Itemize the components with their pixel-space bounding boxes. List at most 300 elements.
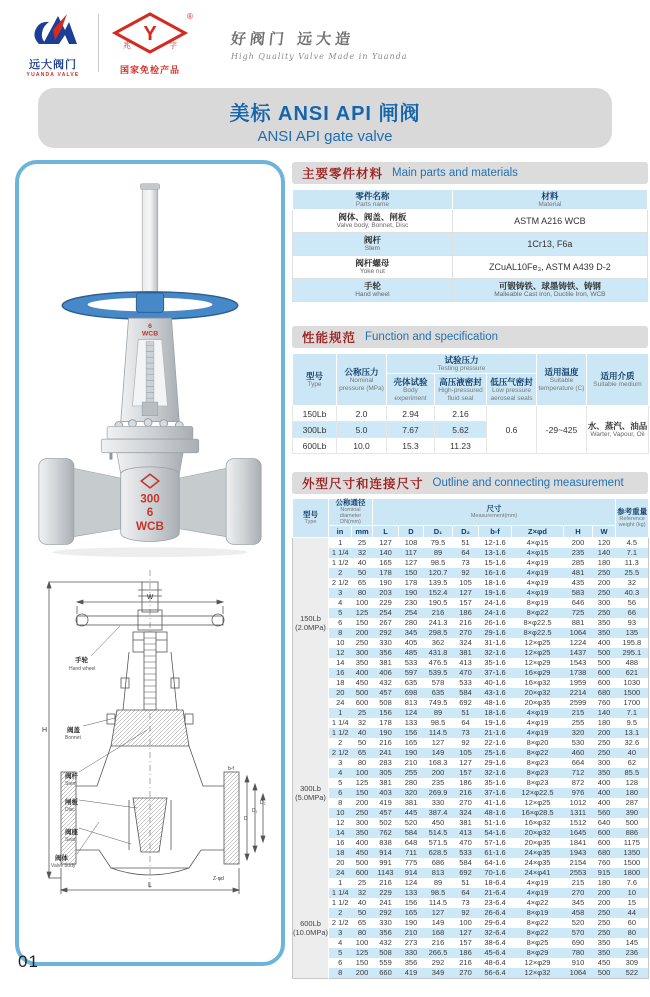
photo-mark-size: 300 xyxy=(140,492,160,506)
dimension-cell: 8×φ19 xyxy=(512,908,564,918)
dimension-cell: 114.5 xyxy=(428,898,448,907)
materials-col-material: 材料 Material xyxy=(452,190,647,210)
dimension-cell: 156 xyxy=(404,898,418,907)
dimension-cell: 190 xyxy=(379,578,392,587)
dimension-cell: 64 xyxy=(453,888,479,898)
dimension-cell: 4 xyxy=(338,598,343,607)
dimension-cell: 680 xyxy=(593,848,616,858)
dimension-cell: 125 xyxy=(352,608,373,618)
dimension-cell: 124 xyxy=(399,708,424,718)
dimension-cell: 470 xyxy=(453,668,479,678)
dimension-cell: 50 xyxy=(352,908,373,918)
dimension-cell: 309 xyxy=(625,958,639,967)
dimension-cell: 533 xyxy=(453,848,479,858)
dimension-cell: 508 xyxy=(379,698,392,707)
dimension-cell: 114.5 xyxy=(424,728,453,738)
dimension-cell: 502 xyxy=(379,818,392,827)
dimension-cell: 476.5 xyxy=(428,658,448,667)
dimension-cell: 1700 xyxy=(623,698,641,707)
dimension-cell: 698 xyxy=(399,688,424,698)
dimension-cell: 646 xyxy=(571,598,585,607)
dimension-cell: 98.5 xyxy=(430,558,446,567)
dimension-row xyxy=(293,658,649,668)
dimension-row xyxy=(293,648,649,658)
photo-mark-class: 6 xyxy=(146,506,154,520)
dimension-cell: 31-1.6 xyxy=(484,638,506,647)
dimension-cell: 250 xyxy=(593,588,616,598)
dimension-cell: 200 xyxy=(597,898,611,907)
dimension-cell: 20×φ32 xyxy=(512,688,564,698)
dimension-cell: 216 xyxy=(459,958,472,967)
dimension-cell: 20×φ35 xyxy=(524,698,551,707)
dimension-cell: 79.5 xyxy=(430,538,446,547)
dimension-cell: 203 xyxy=(373,588,399,598)
dims-subheader-row xyxy=(293,526,649,538)
brand-char-right: 字 xyxy=(169,41,177,50)
dimension-cell: 300 xyxy=(355,818,369,827)
dimension-cell: 29-1.6 xyxy=(479,628,512,638)
dimension-cell: 165 xyxy=(379,558,392,567)
spec-row: 150Lb 2.0 2.94 2.16 0.6 -29~425 水、蒸汽、油品 Warter, Vapour, Oil xyxy=(293,406,649,422)
spec-col-nominal: 公称压力 Nominal pressure (MPa) xyxy=(337,354,387,406)
dims-subcol: in xyxy=(329,526,352,538)
dimension-cell: 539.5 xyxy=(424,668,453,678)
dimension-cell: 500 xyxy=(597,658,611,667)
dimension-cell: 560 xyxy=(593,808,616,818)
label-hand-wheel-cn: 手轮 xyxy=(75,657,88,664)
spec-col-body-test: 壳体试验 Body experiment xyxy=(387,374,435,406)
dimension-cell: 133 xyxy=(399,888,424,898)
dimension-cell: 40.3 xyxy=(616,588,649,598)
yuanda-logo-en: YUANDA VALVE xyxy=(26,72,80,78)
dimension-cell: 54-1.6 xyxy=(479,828,512,838)
dimension-cell: 270 xyxy=(453,968,479,979)
dim-l-label: L xyxy=(148,882,152,889)
dimension-cell: 458 xyxy=(564,908,593,918)
dimension-cell: 215 xyxy=(564,708,593,718)
dimension-cell: 711 xyxy=(399,848,424,858)
dimension-cell: 6 xyxy=(329,788,352,798)
dimension-cell: 64 xyxy=(461,718,470,727)
dimension-row xyxy=(293,818,649,828)
dimension-cell: 16×φ32 xyxy=(524,818,551,827)
brand-diamond-icon xyxy=(107,10,193,56)
dimension-cell: 32 xyxy=(352,548,373,558)
dimension-cell: 25 xyxy=(352,708,373,718)
dimension-cell: 135 xyxy=(616,628,649,638)
header-divider xyxy=(98,14,99,72)
dimension-row xyxy=(293,838,649,848)
dimension-cell: 520 xyxy=(404,818,418,827)
dim-w-label: W xyxy=(146,594,154,601)
dims-subcol: W xyxy=(593,526,616,538)
product-title-cn: 美标 ANSI API 闸阀 xyxy=(229,103,421,125)
dimension-cell: 349 xyxy=(424,968,453,979)
dimension-cell: 287 xyxy=(625,798,639,807)
dimension-cell: 266.5 xyxy=(424,948,453,958)
dimension-cell: 12×φ22.5 xyxy=(512,788,564,798)
dimension-cell: 300 xyxy=(352,648,373,658)
dimension-cell: 628.5 xyxy=(424,848,453,858)
dims-subcol: L xyxy=(373,526,399,538)
dimension-cell: 13-1.6 xyxy=(479,548,512,558)
dimension-cell: 597 xyxy=(399,668,424,678)
dimension-cell: 20 xyxy=(329,688,352,698)
dimension-cell: 250 xyxy=(593,928,616,938)
dimension-cell: 4×φ19 xyxy=(512,888,564,898)
dimension-cell: 8×φ25 xyxy=(526,938,549,947)
registered-mark: ® xyxy=(187,12,193,21)
dimension-cell: 195.8 xyxy=(622,638,642,647)
dimension-cell: 8×φ23 xyxy=(512,768,564,778)
dimension-cell: 1064 xyxy=(564,968,593,979)
label-seat-cn: 阀座 xyxy=(65,829,78,836)
dimension-row xyxy=(293,958,649,968)
dimension-cell: 180 xyxy=(597,718,611,727)
dimension-cell: 24×φ35 xyxy=(524,858,551,867)
section-dimensions-title-en: Outline and connecting measurement xyxy=(432,477,624,489)
dimension-row xyxy=(293,808,649,818)
dimension-cell: 200 xyxy=(593,888,616,898)
dimension-cell: 1 1/2 xyxy=(329,728,352,738)
photo-yoke-mark2: WCB xyxy=(141,330,159,338)
dimension-cell: 1 xyxy=(329,708,352,718)
dims-col-weight: 参考重量 Reference weight (kg) xyxy=(616,499,649,538)
dimension-cell: 254 xyxy=(373,608,399,618)
dimension-cell: 16 xyxy=(329,668,352,678)
dimension-row xyxy=(293,568,649,578)
dimension-cell: 12×φ25 xyxy=(524,798,551,807)
section-dimensions-header xyxy=(292,472,648,494)
dimension-cell: 4×φ19 xyxy=(526,578,549,587)
dimension-cell: 8×φ19 xyxy=(526,598,549,607)
dimension-cell: 18-1.6 xyxy=(484,578,506,587)
dimension-cell: 127 xyxy=(453,588,479,598)
dimension-cell: 98.5 xyxy=(430,718,446,727)
dimension-row xyxy=(293,748,649,758)
spec-table xyxy=(292,353,649,454)
dimension-cell: 186 xyxy=(453,608,479,618)
dimension-cell: 390 xyxy=(616,808,649,818)
dimension-cell: 1 1/2 xyxy=(331,898,349,907)
dimension-cell: 15 xyxy=(627,898,636,907)
dimension-cell: 621 xyxy=(616,668,649,678)
dimension-cell: 991 xyxy=(379,858,392,867)
dimension-cell: 19-1.6 xyxy=(479,588,512,598)
dimension-cell: 140 xyxy=(593,708,616,718)
dimension-cell: 48-1.6 xyxy=(479,808,512,818)
dimension-cell: 4×φ22 xyxy=(526,898,549,907)
dimension-cell: 92 xyxy=(461,738,470,747)
dimension-cell: 324 xyxy=(459,638,472,647)
dimension-cell: 400 xyxy=(355,838,369,847)
dimension-row xyxy=(293,858,649,868)
dimension-cell: 128 xyxy=(625,778,639,787)
dimension-cell: 93 xyxy=(627,618,636,627)
dimension-cell: 250 xyxy=(593,748,616,758)
dimension-cell: 292 xyxy=(373,908,399,918)
dimension-cell: 216 xyxy=(453,788,479,798)
section-materials-title-cn: 主要零件材料 xyxy=(302,167,384,181)
dimension-cell: 584 xyxy=(459,858,472,867)
dimension-cell: 215 xyxy=(571,878,585,887)
dimension-cell: 584 xyxy=(399,828,424,838)
dimension-cell: 813 xyxy=(424,868,453,878)
dimension-cell: 381 xyxy=(379,658,392,667)
dimension-cell: 460 xyxy=(564,748,593,758)
dimension-cell: 1350 xyxy=(616,848,649,858)
dimension-cell: 18-1.6 xyxy=(479,708,512,718)
dimension-cell: 3 xyxy=(329,928,352,938)
dimension-row xyxy=(293,768,649,778)
dimension-cell: 32-1.6 xyxy=(479,648,512,658)
dimension-cell: 680 xyxy=(593,688,616,698)
dimension-cell: 356 xyxy=(373,928,399,938)
dimension-cell: 4×φ19 xyxy=(512,568,564,578)
section-materials-header xyxy=(292,162,648,184)
dimension-cell: 12 xyxy=(336,818,345,827)
dimension-row xyxy=(293,898,649,908)
dimension-cell: 381 xyxy=(453,648,479,658)
dimension-cell: 400 xyxy=(352,668,373,678)
dimension-cell: 65 xyxy=(357,578,367,587)
dimension-cell: 250 xyxy=(593,568,616,578)
photo-right-flange xyxy=(226,459,261,545)
dimension-cell: 4×φ19 xyxy=(512,728,564,738)
dimension-cell: 35-1.6 xyxy=(484,778,506,787)
dimension-cell: 450 xyxy=(431,818,445,827)
dimension-cell: 500 xyxy=(593,648,616,658)
dimension-cell: 105 xyxy=(459,578,472,587)
dimension-cell: 41-1.6 xyxy=(484,798,506,807)
dimension-cell: 80 xyxy=(352,928,373,938)
dimension-cell: 20×φ35 xyxy=(524,838,551,847)
dimension-cell: 886 xyxy=(616,828,649,838)
dimension-cell: 56-6.4 xyxy=(479,968,512,979)
dimension-cell: 7.1 xyxy=(616,708,649,718)
dimension-cell: 190 xyxy=(373,728,399,738)
dimension-cell: 457 xyxy=(373,808,399,818)
type-group-cell: 300Lb (5.0MPa) xyxy=(293,708,329,878)
slogan-en: High Quality Valve Made in Yuanda xyxy=(231,52,408,61)
dimension-cell: 18 xyxy=(336,678,345,687)
dimension-cell: 73 xyxy=(461,558,470,567)
dimension-row xyxy=(293,688,649,698)
photo-mark-material: WCB xyxy=(136,519,164,533)
dimension-cell: 210 xyxy=(399,928,424,938)
dimension-cell: 1543 xyxy=(569,658,587,667)
dimension-cell: 50 xyxy=(352,568,373,578)
dimension-cell: 51 xyxy=(461,538,470,547)
dimension-cell: 156 xyxy=(399,728,424,738)
dims-subcol: b-f xyxy=(479,526,512,538)
dimension-cell: 305 xyxy=(373,768,399,778)
dimension-cell: 44 xyxy=(616,908,649,918)
dimension-cell: 1437 xyxy=(564,648,593,658)
dimension-cell: 725 xyxy=(564,608,593,618)
dimension-row xyxy=(293,888,649,898)
dimension-cell: 64-1.6 xyxy=(484,858,506,867)
dimension-cell: 280 xyxy=(404,618,418,627)
dimension-row xyxy=(293,788,649,798)
dimension-cell: 300 xyxy=(597,598,611,607)
dimension-cell: 8×φ22.5 xyxy=(523,618,552,627)
brand-letter: Y xyxy=(143,23,157,45)
dimension-cell: 1841 xyxy=(569,838,587,847)
dimension-cell: 1959 xyxy=(569,678,587,687)
dimension-cell: 692 xyxy=(459,698,472,707)
dimension-row xyxy=(293,968,649,979)
spec-row: 600Lb 10.0 15.3 11.23 xyxy=(293,438,649,454)
dimension-cell: 108 xyxy=(404,538,418,547)
dimension-cell: 914 xyxy=(373,848,399,858)
dimension-cell: 12×φ29 xyxy=(524,658,551,667)
dimension-cell: 1064 xyxy=(564,628,593,638)
dimension-cell: 157 xyxy=(459,598,472,607)
dimension-cell: 4 xyxy=(329,768,352,778)
materials-row: 手轮 Hand wheel 可锻铸铁、球墨铸铁、铸钢 Malleable Cast Iron, Ductile Iron, WCB xyxy=(293,279,648,302)
dimension-cell: 1 1/4 xyxy=(331,718,349,727)
dimension-cell: 190 xyxy=(404,918,418,927)
dimension-cell: 216 xyxy=(379,738,392,747)
dimension-cell: 600 xyxy=(593,828,616,838)
dimension-cell: 20 xyxy=(336,858,345,867)
dimension-cell: 32 xyxy=(357,718,367,727)
dimension-cell: 292 xyxy=(373,628,399,638)
dimension-cell: 45-6.4 xyxy=(479,948,512,958)
dimension-cell: 48-6.4 xyxy=(484,958,506,967)
materials-col-part: 零件名称 Parts name xyxy=(293,190,453,210)
dimension-cell: 117 xyxy=(399,548,424,558)
spec-row: 300Lb 5.0 7.67 5.62 xyxy=(293,422,649,438)
dimension-cell: 400 xyxy=(593,788,616,798)
section-spec-title-cn: 性能规范 xyxy=(302,331,357,345)
dimension-cell: 600 xyxy=(593,668,616,678)
dimension-cell: 413 xyxy=(453,828,479,838)
dimension-cell: 23-6.4 xyxy=(484,898,506,907)
dimension-cell: 186 xyxy=(459,778,472,787)
dimension-cell: 350 xyxy=(597,618,611,627)
dimension-cell: 11.3 xyxy=(624,558,639,567)
label-valve-body-en: Valve body xyxy=(51,863,76,869)
dimension-cell: 578 xyxy=(431,678,445,687)
dimension-cell: 1 1/4 xyxy=(329,548,352,558)
dimension-cell: 350 xyxy=(352,828,373,838)
dimension-cell: 124 xyxy=(404,878,418,887)
dimension-cell: 2 1/2 xyxy=(331,578,349,587)
dimension-cell: 16×φ28.5 xyxy=(512,808,564,818)
dimension-cell: 20×φ32 xyxy=(512,828,564,838)
dimension-cell: 178 xyxy=(373,568,399,578)
dimension-cell: 10 xyxy=(616,888,649,898)
dimension-cell: 100 xyxy=(355,938,369,947)
dimension-cell: 24×φ41 xyxy=(512,868,564,878)
photo-stem xyxy=(142,188,158,297)
dimension-row xyxy=(293,908,649,918)
dimension-cell: 2 1/2 xyxy=(329,748,352,758)
dimension-cell: 330 xyxy=(379,638,392,647)
dimension-cell: 8×φ22.5 xyxy=(512,628,564,638)
dim-d2-label: D₂ xyxy=(260,800,266,806)
section-materials-title-en: Main parts and materials xyxy=(392,167,518,179)
dimension-cell: 24-1.6 xyxy=(479,608,512,618)
dimensions-table xyxy=(292,498,649,979)
dimension-cell: 6 xyxy=(338,958,343,967)
dim-d-label: D xyxy=(244,816,248,822)
dimension-cell: 250 xyxy=(593,908,616,918)
dimension-cell: 61-1.6 xyxy=(479,848,512,858)
dimension-cell: 80 xyxy=(352,588,373,598)
dim-holes-label: Z-φd xyxy=(213,876,224,882)
dimension-cell: 350 xyxy=(355,658,369,667)
dimension-row xyxy=(293,578,649,588)
type-group-cell: 600Lb (10.0MPa) xyxy=(293,878,329,979)
spec-col-type: 型号 Type xyxy=(293,354,337,406)
dims-subcol: H xyxy=(564,526,593,538)
dimension-cell: 13.1 xyxy=(616,728,649,738)
dims-col-dn: 公称通径 Nominal diameter DN(mm) xyxy=(329,499,373,526)
dimension-cell: 914 xyxy=(399,868,424,878)
dim-h-label: H xyxy=(42,727,48,734)
dim-d1-label: D₁ xyxy=(252,808,258,814)
dimension-cell: 8×φ22 xyxy=(512,928,564,938)
dimension-cell: 8 xyxy=(329,968,352,979)
dimension-cell: 250 xyxy=(593,608,616,618)
label-hand-wheel-en: Hand wheel xyxy=(69,666,96,672)
dimension-cell: 4×φ19 xyxy=(512,588,564,598)
dimension-cell: 583 xyxy=(564,588,593,598)
dimension-cell: 350 xyxy=(593,948,616,958)
dimension-cell: 1175 xyxy=(623,838,640,847)
dimension-cell: 12×φ32 xyxy=(512,968,564,979)
photo-left-flange xyxy=(39,459,74,545)
dimension-cell: 269.9 xyxy=(424,788,453,798)
dimension-cell: 1512 xyxy=(569,818,587,827)
dimension-cell: 1 1/4 xyxy=(329,888,352,898)
dimension-cell: 120.7 xyxy=(424,568,453,578)
dimension-cell: 1738 xyxy=(564,668,593,678)
dimension-row xyxy=(293,618,649,628)
dimension-cell: 635 xyxy=(404,678,418,687)
dimension-cell: 4×φ15 xyxy=(512,548,564,558)
spec-col-testing: 试验压力 Testing pressure xyxy=(387,354,537,374)
dimension-cell: 7.6 xyxy=(626,878,638,887)
dimension-cell: 48-1.6 xyxy=(484,698,506,707)
dimension-cell: 250 xyxy=(597,918,611,927)
valve-image-panel xyxy=(15,160,285,966)
label-bonnet-en: Bonnet xyxy=(65,735,81,741)
dimension-cell: 2 xyxy=(338,738,343,747)
dimension-cell: 89 xyxy=(433,878,443,887)
product-title-en: ANSI API gate valve xyxy=(257,128,393,145)
dimension-cell: 450 xyxy=(597,958,611,967)
dimension-row xyxy=(293,558,649,568)
dimension-cell: 32-6.4 xyxy=(479,928,512,938)
dimension-cell: 9.5 xyxy=(626,718,638,727)
dimension-cell: 600 xyxy=(597,838,611,847)
dimension-cell: 80 xyxy=(357,758,367,767)
dimension-cell: 150 xyxy=(355,958,369,967)
dimension-cell: 165 xyxy=(399,908,424,918)
dimension-cell: 4×φ19 xyxy=(526,878,549,887)
dimension-cell: 56 xyxy=(627,598,636,607)
dimension-cell: 32 xyxy=(352,888,373,898)
dimension-cell: 1 1/2 xyxy=(331,558,349,567)
dimension-cell: 345 xyxy=(571,898,585,907)
dimension-cell: 156 xyxy=(373,708,399,718)
dimension-cell: 520 xyxy=(571,918,585,927)
dimension-cell: 200 xyxy=(352,968,373,979)
